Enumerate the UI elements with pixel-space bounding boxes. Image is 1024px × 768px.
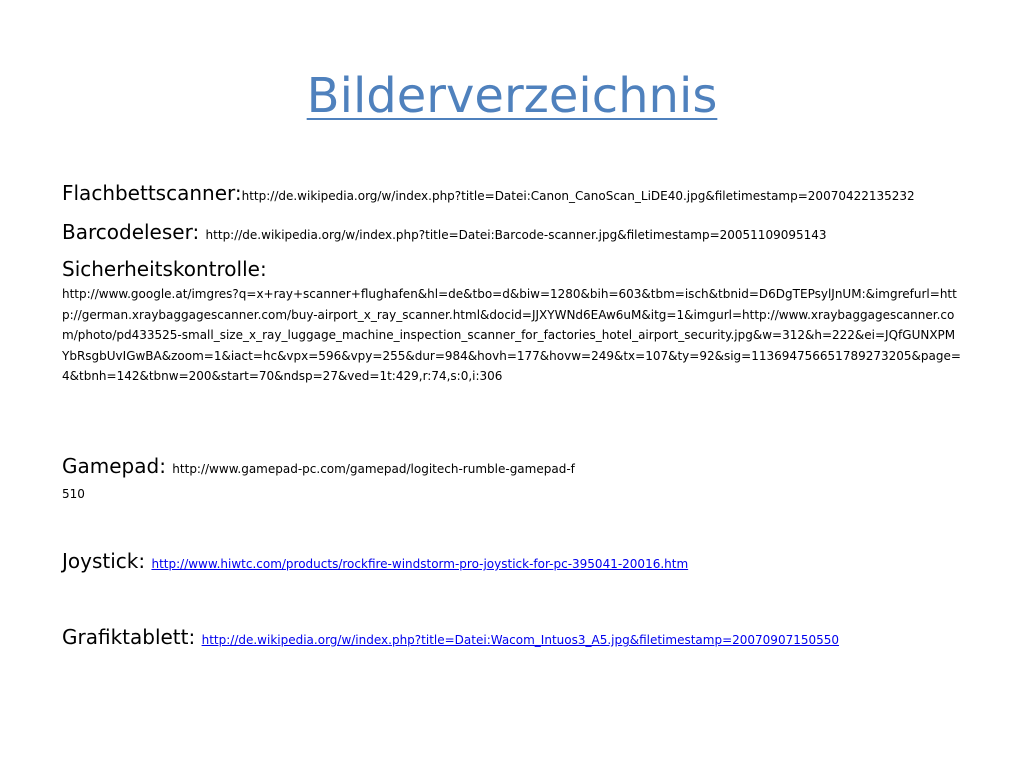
entry-label: Grafiktablett:	[62, 625, 202, 649]
entry-label: Barcodeleser:	[62, 220, 206, 244]
entry-url: http://de.wikipedia.org/w/index.php?title=Datei:Canon_CanoScan_LiDE40.jpg&filetimestamp=20070422135232	[241, 189, 915, 203]
joystick-link[interactable]: http://www.hiwtc.com/products/rockfire-windstorm-pro-joystick-for-pc-395041-20016.htm	[151, 557, 689, 571]
entry-label: Gamepad:	[62, 454, 173, 478]
entry-url: http://www.google.at/imgres?q=x+ray+scanner+flughafen&hl=de&tbo=d&biw=1280&bih=603&tbm=isch&tbnid=D6DgTEPsylJnUM:&imgrefurl=http://german.xraybaggagescanner.com/buy-airport_x_ray_scanner.html&docid=JJXYWNd6EAw6uM&itg=1&imgurl=http://www.xraybaggagescanner.com/photo/pd433525-small_size_x_ray_luggage_machine_inspection_scanner_for_factories_hotel_airport_security.jpg&w=312&h=222&ei=JQfGUNXPMYbRsgbUvIGwBA&zoom=1&iact=hc&vpx=596&vpy=255&dur=984&hovh=177&hovw=249&tx=107&ty=92&sig=113694756651789273205&page=4&tbnh=142&tbnw=200&start=70&ndsp=27&ved=1t:429,r:74,s:0,i:306	[62, 287, 961, 383]
entry-url: http://www.gamepad-pc.com/gamepad/logitech-rumble-gamepad-f	[172, 462, 575, 476]
entry-joystick	[62, 546, 688, 576]
slide-title: Bilderverzeichnis	[306, 68, 718, 124]
entry-grafiktablett	[62, 622, 839, 652]
entry-sicherheitskontrolle	[62, 254, 962, 387]
entry-gamepad-url-continuation: 510	[62, 487, 85, 501]
entry-barcodeleser	[62, 217, 827, 247]
entry-url: http://de.wikipedia.org/w/index.php?title=Datei:Barcode-scanner.jpg&filetimestamp=20051109095143	[205, 228, 827, 242]
entry-flachbettscanner	[62, 178, 915, 208]
entry-gamepad	[62, 451, 575, 481]
entry-label: Joystick:	[62, 549, 152, 573]
entry-label: Sicherheitskontrolle:	[62, 257, 267, 281]
grafiktablett-link[interactable]: http://de.wikipedia.org/w/index.php?title=Datei:Wacom_Intuos3_A5.jpg&filetimestamp=20070907150550	[201, 633, 840, 647]
entry-label: Flachbettscanner:	[62, 181, 242, 205]
